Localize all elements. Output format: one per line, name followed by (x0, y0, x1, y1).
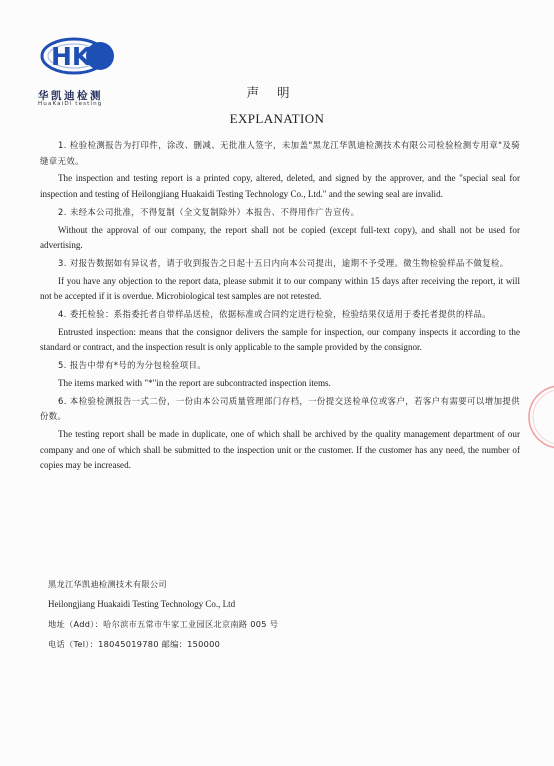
company-name-cn: 黑龙江华凯迪检测技术有限公司 (48, 579, 167, 589)
logo-mark-icon (38, 28, 122, 88)
company-address: 地址（Add）：哈尔滨市五常市牛家工业园区北京南路 005 号 (48, 619, 279, 629)
paragraph-3-en: If you have any objection to the report data, please submit it to our company within 15 days after receiving the report, it will not be accepted if it is overdue. Microbiological test samples are not retested. (40, 275, 520, 302)
logo-english-name: HuaKaiDi testing (38, 101, 103, 107)
paragraph-6-cn: 6. 本检验检测报告一式二份，一份由本公司质量管理部门存档，一份提交送检单位或客户，若客户有需要可以增加提供份数。 (40, 395, 520, 422)
paragraph-3-cn: 3. 对报告数据如有异议者，请于收到报告之日起十五日内向本公司提出，逾期不予受理。微生物检验样品不做复检。 (58, 257, 509, 268)
paragraph-2-cn: 2. 未经本公司批准，不得复制（全文复制除外）本报告、不得用作广告宣传。 (58, 206, 360, 217)
title-chinese: 声明 (246, 85, 308, 100)
title-english: EXPLANATION (229, 111, 325, 126)
logo-chinese-name: 华凯迪检测 (38, 90, 103, 102)
paragraph-1-cn: 1. 检验检测报告为打印件，涂改、删减、无批准人签字，未加盖"黑龙江华凯迪检测技术有限公司检验检测专用章"及骑缝章无效。 (40, 140, 520, 166)
company-name-en: Heilongjiang Huakaidi Testing Technology Co., Ltd (48, 599, 236, 609)
paragraph-4-en: Entrusted inspection: means that the consignor delivers the sample for inspection, our company inspects it according to the standard or contract, and the inspection result is only applicable to the sample provided by the consignor. (40, 326, 520, 353)
seal-stamp-icon (514, 382, 554, 452)
logo-mark-text: HK (51, 42, 92, 71)
paragraph-5-en: The items marked with "*"in the report are subcontracted inspection items. (58, 377, 331, 388)
paragraph-1-en: The inspection and testing report is a printed copy, altered, deleted, and signed by the approver, and the "special seal for inspection and testing of Heilongjiang Huakaidi Testing Technology Co., Ltd." and the sewing seal are invalid. (40, 173, 520, 200)
company-footer (48, 574, 468, 654)
company-contact: 电话（Tel）：18045019780 邮编：150000 (48, 639, 221, 649)
paragraph-4-cn: 4. 委托检验：系指委托者自带样品送检，依据标准或合同约定进行检验，检验结果仅适用于委托者提供的样品。 (58, 309, 492, 320)
paragraph-5-cn: 5. 报告中带有*号的为分包检验项目。 (58, 360, 207, 371)
paragraph-6-en: The testing report shall be made in duplicate, one of which shall be archived by the quality management department of our company and one of which shall be submitted to the inspection unit or the customer. If the customer has any need, the number of copies may be increased. (40, 428, 520, 471)
explanation-body (40, 138, 520, 476)
paragraph-2-en: Without the approval of our company, the report shall not be copied (except full-text copy), and shall not be used for advertising. (40, 224, 520, 251)
